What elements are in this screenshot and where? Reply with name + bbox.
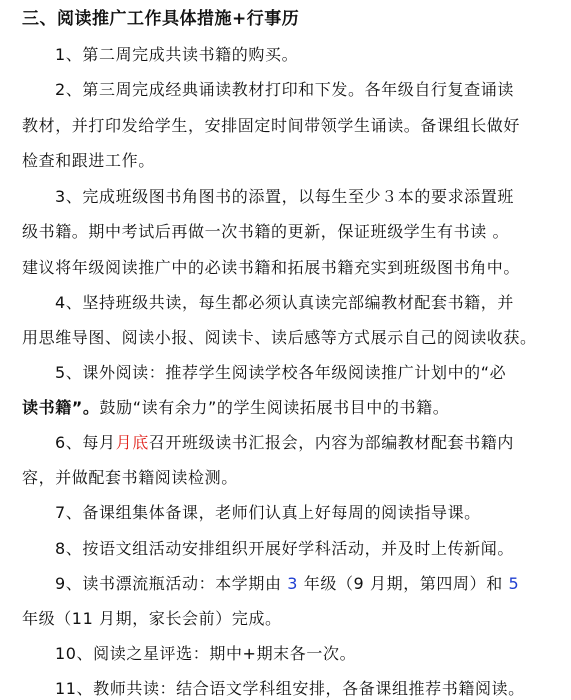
item-7: 7、备课组集体备课，老师们认真上好每周的阅读指导课。 — [55, 503, 481, 522]
item-4-line-2: 用思维导图、阅读小报、阅读卡、读后感等方式展示自己的阅读收获。 — [22, 328, 537, 347]
item-6-prefix: 6、每月 — [55, 433, 116, 452]
item-1: 1、第二周完成共读书籍的购买。 — [55, 45, 299, 64]
item-6-line-1 — [55, 430, 514, 453]
item-9-line-1 — [55, 571, 519, 594]
item-11: 11、教师共读：结合语文学科组安排，各备课组推荐书籍阅读。 — [55, 679, 525, 698]
item-9-line-2: 年级（11 月期，家长会前）完成。 — [22, 609, 282, 628]
item-9-prefix: 9、读书漂流瓶活动：本学期由 — [55, 574, 288, 593]
item-6-line-2: 容，并做配套书籍阅读检测。 — [22, 468, 238, 487]
section-heading: 三、阅读推广工作具体措施+行事历 — [22, 9, 300, 29]
item-10: 10、阅读之星评选：期中+期末各一次。 — [55, 644, 357, 663]
item-2-line-2: 教材，并打印发给学生，安排固定时间带领学生诵读。备课组长做好 — [22, 116, 521, 135]
item-5-bold-phrase: 读书籍”。 — [22, 398, 100, 417]
item-3-line-2: 级书籍。期中考试后再做一次书籍的更新，保证班级学生有书读 。 — [22, 222, 510, 241]
item-8: 8、按语文组活动安排组织开展好学科活动，并及时上传新闻。 — [55, 539, 514, 558]
item-3-line-1: 3、完成班级图书角图书的添置，以每生至少３本的要求添置班 — [55, 187, 514, 206]
item-4-line-1: 4、坚持班级共读，每生都必须认真读完部编教材配套书籍，并 — [55, 293, 514, 312]
item-2-line-3: 检查和跟进工作。 — [22, 151, 155, 170]
item-9-middle: 年级（9 月期，第四周）和 — [298, 574, 509, 593]
item-5-rest: 鼓励“读有余力”的学生阅读拓展书目中的书籍。 — [99, 398, 450, 417]
item-5-line-1: 5、课外阅读：推荐学生阅读学校各年级阅读推广计划中的“必 — [55, 363, 507, 382]
item-9-grade-5: 5 — [508, 574, 520, 593]
item-6-highlight: 月底 — [115, 433, 149, 452]
item-2-line-1: 2、第三周完成经典诵读教材打印和下发。各年级自行复查诵读 — [55, 80, 514, 99]
item-9-grade-3: 3 — [287, 574, 299, 593]
item-3-line-3: 建议将年级阅读推广中的必读书籍和拓展书籍充实到班级图书角中。 — [22, 258, 521, 277]
item-6-suffix: 召开班级读书汇报会，内容为部编教材配套书籍内 — [148, 433, 514, 452]
item-5-line-2 — [22, 395, 449, 418]
